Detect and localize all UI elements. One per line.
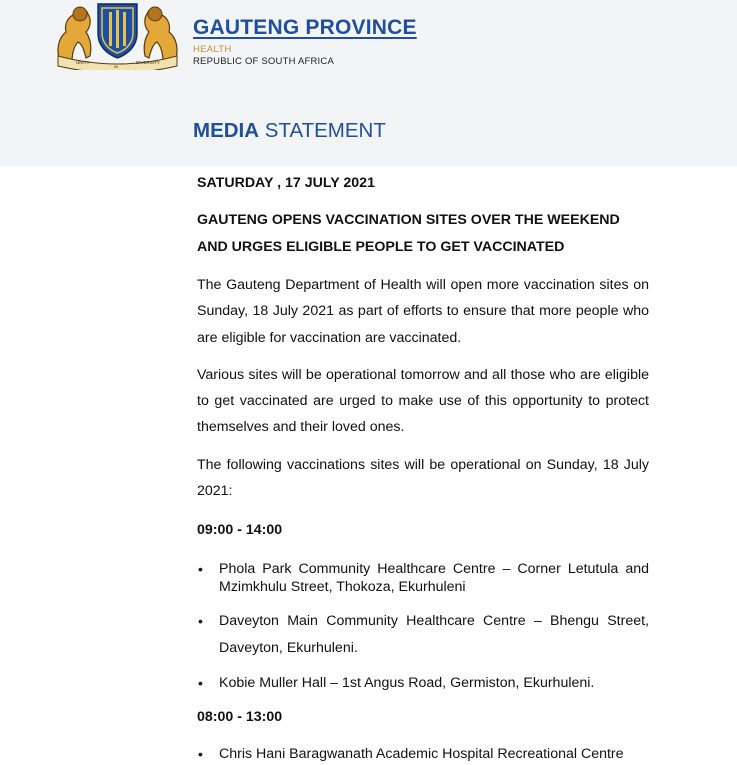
site-text: Daveyton Main Community Healthcare Centre – Bhengu Street, Daveyton, Ekurhuleni. [219,613,649,657]
statement-date: SATURDAY , 17 JULY 2021 [197,175,375,191]
paragraph-sites-intro: The following vaccinations sites will be operational on Sunday, 18 July 2021: [197,456,649,500]
motto-diversity-text: DIVERSITY [136,60,160,65]
coat-of-arms-logo [50,0,185,70]
site-text: Kobie Muller Hall – 1st Angus Road, Germiston, Ekurhuleni. [219,675,595,692]
list-item [197,608,649,662]
bullet-glyph: • [198,675,203,692]
site-text: Chris Hani Baragwanath Academic Hospital Recreational Centre [219,746,624,763]
province-branding [193,16,417,67]
list-item [197,743,649,765]
media-heading-bold: MEDIA [193,119,260,142]
country-label: REPUBLIC OF SOUTH AFRICA [193,56,334,67]
session-time: 09:00 - 14:00 [197,522,283,539]
list-item [197,560,649,596]
bullet-glyph: • [198,561,203,578]
department-label: HEALTH [193,44,232,55]
province-title: GAUTENG PROVINCE [193,16,417,39]
statement-headline: GAUTENG OPENS VACCINATION SITES OVER THE WEEKEND AND URGES ELIGIBLE PEOPLE TO GET VACCINATED [197,212,620,255]
bullet-glyph: • [198,746,203,763]
list-item [197,672,649,694]
bullet-glyph: • [198,613,203,630]
site-text: Phola Park Community Healthcare Centre – Corner Letutula and Mzimkhulu Street, Thokoza, Ekurhuleni [219,561,649,596]
session-time: 08:00 - 13:00 [197,709,283,726]
motto-in-text: IN [114,64,118,69]
paragraph-urge: Various sites will be operational tomorrow and all those who are eligible to get vaccinated are urged to make use of this opportunity to protect themselves and their loved ones. [197,366,649,436]
paragraph-intro: The Gauteng Department of Health will open more vaccination sites on Sunday, 18 July 2021 as part of efforts to ensure that more people who are eligible for vaccination are vaccinated. [197,277,649,346]
media-heading-rest: STATEMENT [264,119,386,142]
motto-unity-text: UNITY [76,60,90,65]
statement-body [197,170,649,765]
media-statement-heading [193,119,386,143]
